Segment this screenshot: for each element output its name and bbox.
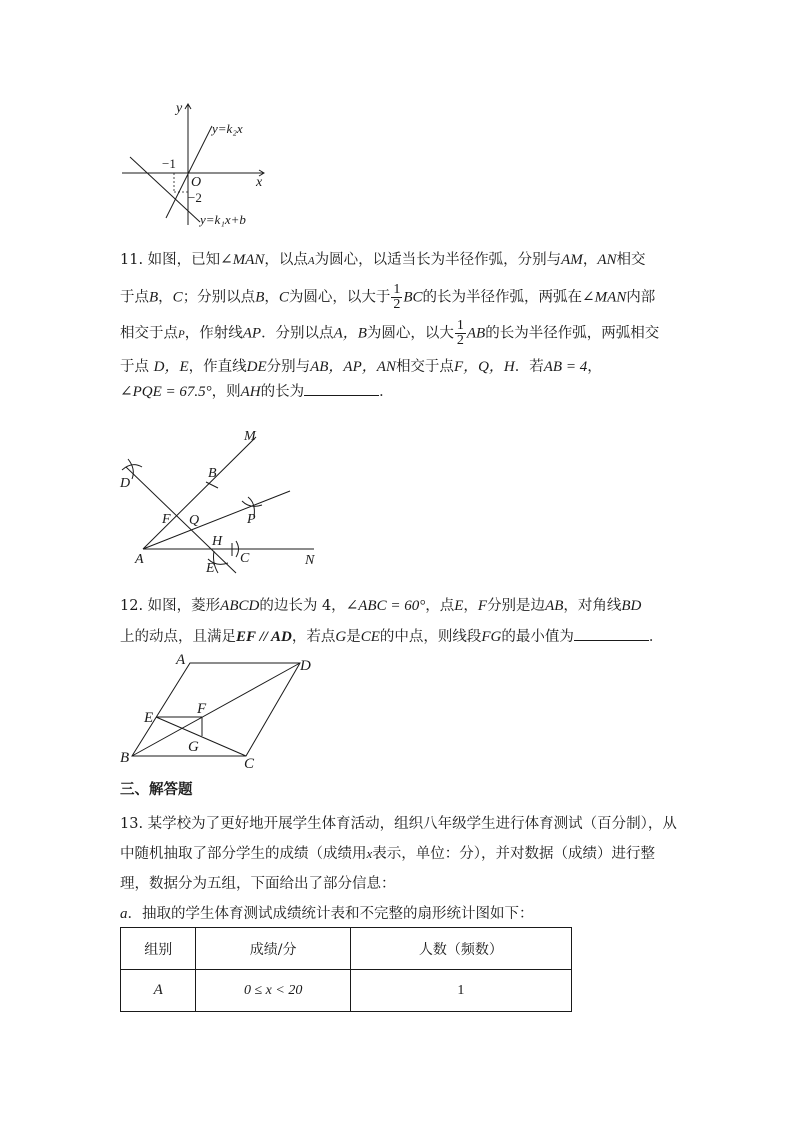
q12-text: ，若点: [291, 629, 336, 645]
label-F: F: [197, 701, 207, 717]
label-E: E: [206, 561, 215, 576]
q12-math: ABCD: [220, 598, 260, 614]
q11-text: 内部: [626, 289, 656, 306]
q11-math: DE: [246, 359, 267, 375]
fraction-numerator: 1: [393, 282, 401, 297]
line-k1x-b-label: y=k₁x+b: [200, 212, 246, 227]
q12-math: FG: [481, 629, 502, 645]
answer-blank[interactable]: [574, 628, 649, 641]
y-axis-label: y: [176, 101, 183, 116]
q12-text: ，点: [425, 598, 455, 614]
cell-group: A: [121, 970, 196, 1012]
cell-count: 1: [350, 970, 571, 1012]
q13-number: 13.: [120, 816, 144, 832]
q12-math: CE: [360, 629, 380, 645]
label-P: P: [247, 512, 256, 527]
origin-label: O: [191, 175, 202, 190]
q11-text: 于点: [120, 359, 149, 375]
q11-text: 相交于点: [120, 325, 178, 342]
q11-math: AH: [240, 384, 261, 400]
label-A: A: [135, 552, 144, 567]
q11-math: P: [178, 328, 185, 341]
figure-rhombus: [118, 650, 318, 772]
q12-number: 12.: [120, 598, 144, 614]
q11-math: A，B: [333, 325, 367, 342]
q12-math: EF // AD: [236, 629, 292, 645]
fraction-denominator: 2: [456, 333, 464, 348]
table-header-row: [121, 928, 572, 970]
q11-line-2: [120, 283, 680, 312]
q11-text: 为圆心，以适当长为半径作弧，分别与: [314, 252, 562, 268]
q11-text: 分别与: [266, 359, 311, 375]
line-k2x-label: y=k₂x: [212, 121, 243, 136]
q11-line-5: [120, 380, 680, 405]
q11-line-3: [120, 319, 680, 348]
q11-text: ．分别以点: [261, 325, 334, 342]
q12-math: ∠ABC = 60°: [345, 598, 426, 614]
q11-text: ．: [379, 384, 394, 400]
label-N: N: [305, 553, 315, 568]
score-table: [120, 927, 572, 1012]
q11-math: A: [307, 255, 315, 267]
q12-text: 如图，菱形: [147, 598, 221, 614]
q12-text: 上的动点，且满足: [120, 629, 236, 645]
q11-text: ，作射线: [184, 325, 243, 342]
label-C: C: [240, 551, 250, 566]
q12-text: 分别是边: [487, 598, 546, 614]
q11-text: ，: [582, 252, 598, 268]
q11-text: 相交于点: [395, 359, 454, 375]
fraction-numerator: 1: [456, 318, 464, 333]
q11-line-4: [120, 355, 680, 380]
fraction-half: [391, 283, 402, 312]
label-D: D: [300, 658, 311, 674]
q11-text: ，作直线: [188, 359, 247, 375]
q12-line-1: [120, 591, 680, 622]
q12-line-2: [120, 622, 680, 653]
figure-angle-construction-svg: [118, 425, 328, 577]
section-heading: 三、解答题: [120, 782, 193, 798]
label-B: B: [120, 750, 130, 766]
q11-math: B: [149, 289, 159, 306]
q13-sub-a: [120, 902, 534, 923]
q12-text: 的边长为 4，: [259, 598, 346, 614]
header-score: 成绩/分: [196, 928, 350, 970]
label-D: D: [120, 476, 131, 491]
q11-text: ，: [264, 289, 279, 306]
answer-blank[interactable]: [304, 383, 379, 396]
label-F: F: [162, 512, 171, 527]
q13-sub-text: ．抽取的学生体育测试成绩统计表和不完整的扇形统计图如下：: [127, 906, 534, 922]
q11-text: 如图，已知: [147, 252, 221, 268]
question-11: [120, 248, 680, 405]
q11-text: 为圆心，以大: [366, 325, 454, 342]
q11-math: ∠MAN: [220, 252, 265, 268]
q11-text: ，: [158, 289, 173, 306]
q11-text: 为圆心，以大于: [288, 289, 391, 306]
q11-math: C: [172, 289, 183, 306]
q13-math: x: [366, 846, 373, 861]
figure-rhombus-svg: [118, 650, 318, 772]
q11-text: ，: [587, 359, 602, 375]
q11-math: ∠MAN: [582, 289, 627, 306]
q13-sub-label: a: [120, 906, 128, 922]
q11-text: ．若: [514, 359, 544, 375]
fraction-half: [455, 319, 466, 348]
x-axis-label: x: [256, 175, 263, 190]
header-count: 人数（频数）: [350, 928, 571, 970]
q11-text: 的长为半径作弧，两弧相交: [485, 325, 660, 342]
q11-math: B: [255, 289, 265, 306]
q12-text: ，: [463, 598, 478, 614]
q12-text: 是: [346, 629, 361, 645]
table-row: [121, 970, 572, 1012]
q11-math: F，Q，H: [453, 359, 515, 375]
q11-text: ；分别以点: [182, 289, 256, 306]
figure-linear-functions: [118, 100, 278, 232]
tick-x-label: −1: [162, 156, 176, 171]
label-B: B: [208, 466, 217, 481]
label-H: H: [212, 534, 223, 549]
label-M: M: [244, 429, 256, 444]
question-12: [120, 591, 680, 653]
q11-number: 11.: [120, 252, 144, 268]
label-A: A: [176, 652, 186, 668]
tick-y-label: −2: [188, 190, 202, 205]
q12-math: AB: [545, 598, 564, 614]
ray-AM: [143, 437, 256, 549]
q12-text: ．: [648, 629, 664, 645]
q11-text: 的长为: [260, 384, 305, 400]
q12-math: G: [335, 629, 347, 645]
segment-CE: [156, 717, 246, 756]
q13-text: 某学校为了更好地开展学生体育活动，组织八年级学生进行体育测试（百分制），从中随机抽取了部分学生的成绩（成绩用: [120, 816, 677, 862]
fraction-denominator: 2: [393, 297, 401, 312]
q12-math: F: [477, 598, 488, 614]
q12-text: 的最小值为: [501, 629, 574, 645]
label-E: E: [144, 710, 154, 726]
question-13: [120, 809, 680, 899]
diagonal-BD: [132, 663, 300, 756]
q11-line-1: [120, 248, 680, 274]
q12-math: BD: [621, 598, 642, 614]
q11-math: BC: [403, 289, 423, 306]
q11-math: D，E: [153, 359, 189, 375]
q11-math: AB: [466, 325, 486, 342]
q11-text: 于点: [120, 289, 149, 306]
q11-text: ，则: [211, 384, 241, 400]
q11-math: AB，AP，AN: [310, 359, 396, 375]
label-C: C: [244, 756, 255, 772]
figure-linear-functions-svg: [118, 100, 278, 232]
q12-math: E: [454, 598, 464, 614]
q11-text: 相交: [616, 252, 646, 268]
q11-math: ∠PQE = 67.5°: [120, 384, 212, 400]
q11-math: AB = 4: [543, 359, 588, 375]
q11-text: ，以点: [264, 252, 308, 268]
q11-math: AM: [561, 252, 583, 268]
figure-angle-construction: [118, 425, 328, 577]
q12-text: ，对角线: [563, 598, 622, 614]
q12-text: 的中点，则线段: [379, 629, 482, 645]
header-group: 组别: [121, 928, 196, 970]
cell-range: 0 ≤ x < 20: [196, 970, 350, 1012]
q11-math: AN: [597, 252, 617, 268]
q13-text: 表示，单位：分），并对数据（成绩）进行整理，数据分为五组，下面给出了部分信息：: [120, 846, 656, 892]
q11-math: C: [278, 289, 289, 306]
label-Q: Q: [189, 513, 200, 528]
label-G: G: [188, 739, 199, 755]
q11-math: AP: [242, 325, 262, 342]
q11-text: 的长为半径作弧，两弧在: [422, 289, 583, 306]
